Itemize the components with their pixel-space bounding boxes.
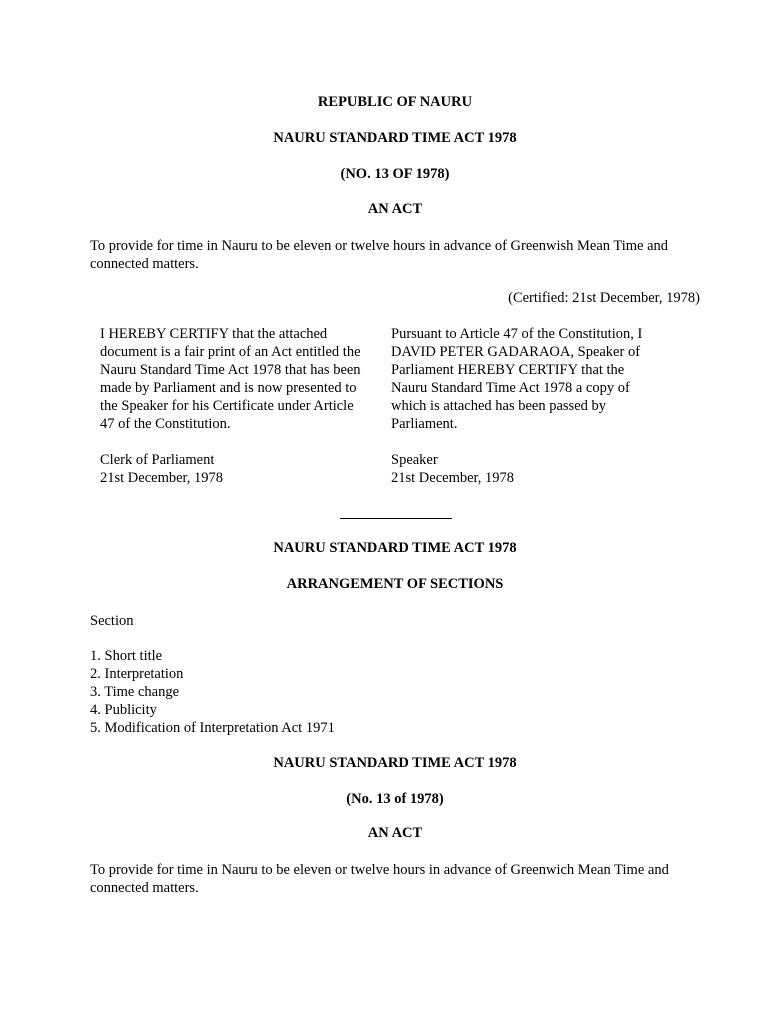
clerk-signature — [100, 451, 385, 487]
act-title: NAURU STANDARD TIME ACT 1978 — [273, 130, 517, 146]
certificate-line: Pursuant to Article 47 of the Constitution, I — [391, 326, 643, 342]
arrangement-heading: ARRANGEMENT OF SECTIONS — [286, 576, 504, 592]
act-number: (NO. 13 OF 1978) — [340, 166, 450, 182]
certificate-line: Nauru Standard Time Act 1978 a copy of — [391, 380, 630, 396]
clerk-certificate — [100, 325, 385, 433]
certificate-line: document is a fair print of an Act entitled the — [100, 344, 361, 360]
certificate-line: I HEREBY CERTIFY that the attached — [100, 326, 328, 342]
purpose-line: To provide for time in Nauru to be eleven or twelve hours in advance of Greenwish Mean Time and — [90, 238, 669, 254]
body-an-act-heading: AN ACT — [367, 825, 423, 841]
list-item: 2. Interpretation — [90, 666, 184, 682]
certificate-line: DAVID PETER GADARAOA, Speaker of — [391, 344, 641, 360]
purpose-line: connected matters. — [90, 256, 199, 272]
list-item: 4. Publicity — [90, 702, 157, 718]
speaker-certificate — [391, 325, 691, 433]
arrangement-act-title: NAURU STANDARD TIME ACT 1978 — [273, 540, 517, 556]
certificate-line: the Speaker for his Certificate under Article — [100, 398, 354, 414]
purpose-line: To provide for time in Nauru to be eleven or twelve hours in advance of Greenwich Mean Time and — [90, 862, 669, 878]
certificate-line: 47 of the Constitution. — [100, 416, 231, 432]
certificate-line: which is attached has been passed by — [391, 398, 607, 414]
purpose-paragraph — [90, 237, 700, 273]
list-item: 1. Short title — [90, 648, 163, 664]
certificate-line: Parliament HEREBY CERTIFY that the — [391, 362, 625, 378]
section-divider — [340, 518, 452, 519]
an-act-heading: AN ACT — [367, 201, 423, 217]
speaker-signature — [391, 451, 691, 487]
purpose-line: connected matters. — [90, 880, 199, 896]
section-label: Section — [90, 613, 134, 629]
republic-heading: REPUBLIC OF NAURU — [317, 94, 473, 110]
list-item: 5. Modification of Interpretation Act 1971 — [90, 720, 335, 736]
body-act-title: NAURU STANDARD TIME ACT 1978 — [273, 755, 517, 771]
certificate-line: Parliament. — [391, 416, 458, 432]
certificate-line: Nauru Standard Time Act 1978 that has been — [100, 362, 361, 378]
list-item: 3. Time change — [90, 684, 180, 700]
certified-date: (Certified: 21st December, 1978) — [508, 290, 700, 306]
signature-date: 21st December, 1978 — [100, 470, 224, 486]
signatory-title: Clerk of Parliament — [100, 452, 215, 468]
certificate-line: made by Parliament and is now presented to — [100, 380, 357, 396]
signature-date: 21st December, 1978 — [391, 470, 515, 486]
signatory-title: Speaker — [391, 452, 438, 468]
body-act-number: (No. 13 of 1978) — [346, 791, 444, 807]
body-purpose-paragraph — [90, 861, 700, 897]
sections-list — [90, 647, 490, 737]
